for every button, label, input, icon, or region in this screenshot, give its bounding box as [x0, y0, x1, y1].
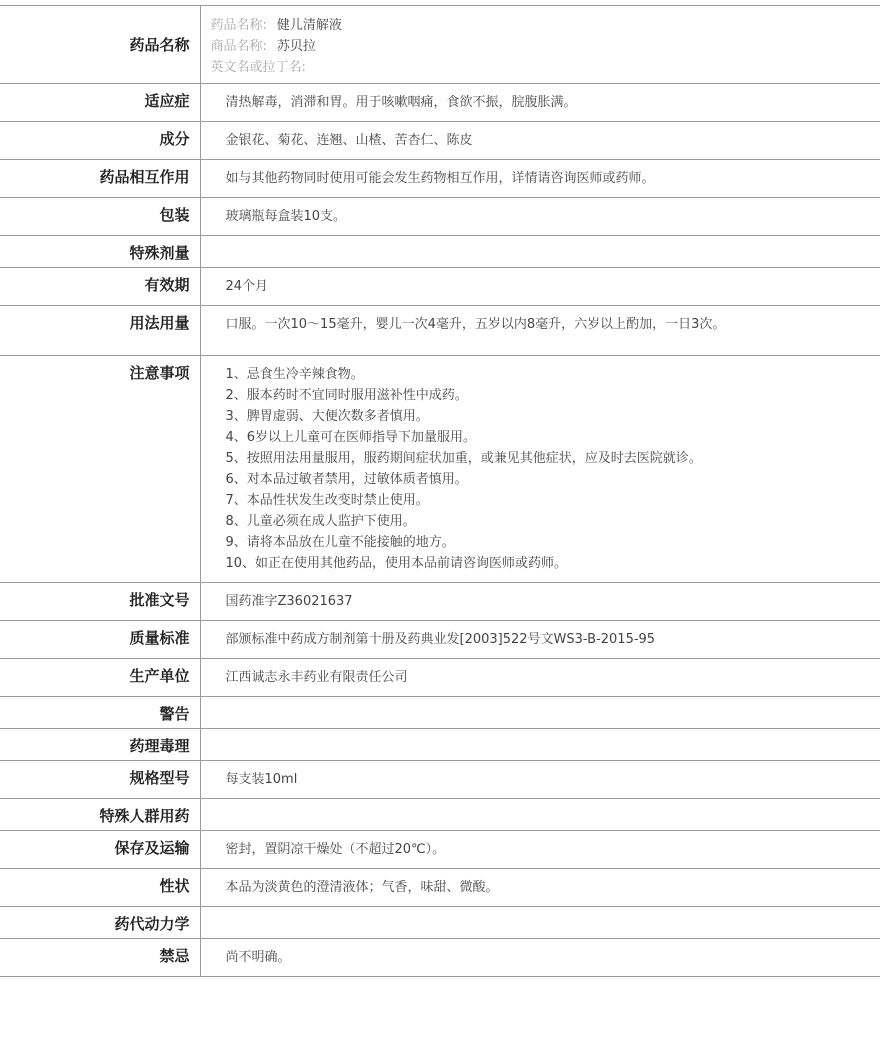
value-usage-cell [200, 306, 880, 356]
list-item: 3、脾胃虚弱、大便次数多者慎用。 [225, 409, 429, 424]
list-item: 5、按照用法用量服用，服药期间症状加重，或兼见其他症状，应及时去医院就诊。 [225, 451, 702, 466]
label-special-population: 特殊人群用药 [0, 799, 200, 831]
value-appearance: 本品为淡黄色的澄清液体；气香，味甜、微酸。 [200, 869, 880, 907]
drug-spec-table [0, 5, 880, 977]
value-standard: 部颁标准中药成方制剂第十册及药典业发[2003]522号文WS3-B-2015-95 [200, 621, 880, 659]
row-notes [0, 356, 880, 583]
english-name-key: 英文名或拉丁名: [210, 60, 306, 75]
row-validity [0, 268, 880, 306]
list-item: 9、请将本品放在儿童不能接触的地方。 [225, 535, 455, 550]
value-ingredients: 金银花、菊花、连翘、山楂、苦杏仁、陈皮 [200, 122, 880, 160]
row-indication [0, 84, 880, 122]
value-special-population [200, 799, 880, 831]
list-item: 2、服本药时不宜同时服用滋补性中成药。 [225, 388, 468, 403]
label-storage: 保存及运输 [0, 831, 200, 869]
trade-name-key: 商品名称: [210, 39, 267, 54]
value-manufacturer: 江西诚志永丰药业有限责任公司 [200, 659, 880, 697]
value-approval: 国药准字Z36021637 [200, 583, 880, 621]
generic-name-key: 药品名称: [210, 18, 267, 33]
row-drug-name [0, 6, 880, 84]
generic-name-line [211, 15, 880, 36]
label-standard: 质量标准 [0, 621, 200, 659]
row-package [0, 198, 880, 236]
value-usage: 口服。一次10～15毫升，婴儿一次4毫升，五岁以内8毫升，六岁以上酌加，一日3次。 [225, 317, 726, 332]
label-special-dose: 特殊剂量 [0, 236, 200, 268]
row-interaction [0, 160, 880, 198]
value-contraindication: 尚不明确。 [200, 939, 880, 977]
row-ingredients [0, 122, 880, 160]
list-item: 1、忌食生冷辛辣食物。 [225, 367, 364, 382]
list-item: 7、本品性状发生改变时禁止使用。 [225, 493, 429, 508]
value-special-dose [200, 236, 880, 268]
value-storage: 密封，置阴凉干燥处（不超过20℃）。 [200, 831, 880, 869]
label-appearance: 性状 [0, 869, 200, 907]
label-pharmacokinetics: 药代动力学 [0, 907, 200, 939]
row-storage [0, 831, 880, 869]
list-item: 8、儿童必须在成人监护下使用。 [225, 514, 416, 529]
value-spec: 每支装10ml [200, 761, 880, 799]
label-notes: 注意事项 [0, 356, 200, 583]
label-validity: 有效期 [0, 268, 200, 306]
value-interaction: 如与其他药物同时使用可能会发生药物相互作用，详情请咨询医师或药师。 [200, 160, 880, 198]
value-validity: 24个月 [200, 268, 880, 306]
english-name-line [211, 57, 880, 78]
value-warning [200, 697, 880, 729]
label-interaction: 药品相互作用 [0, 160, 200, 198]
value-pharmacokinetics [200, 907, 880, 939]
row-approval [0, 583, 880, 621]
label-manufacturer: 生产单位 [0, 659, 200, 697]
row-manufacturer [0, 659, 880, 697]
label-ingredients: 成分 [0, 122, 200, 160]
list-item: 6、对本品过敏者禁用，过敏体质者慎用。 [225, 472, 468, 487]
trade-name-line [211, 36, 880, 57]
label-warning: 警告 [0, 697, 200, 729]
label-indication: 适应症 [0, 84, 200, 122]
value-pharmacology [200, 729, 880, 761]
label-usage: 用法用量 [0, 306, 200, 356]
value-notes-cell [200, 356, 880, 583]
row-pharmacokinetics [0, 907, 880, 939]
row-warning [0, 697, 880, 729]
row-appearance [0, 869, 880, 907]
value-indication: 清热解毒，消滞和胃。用于咳嗽咽痛，食欲不振，脘腹胀满。 [200, 84, 880, 122]
notes-list [226, 364, 880, 574]
label-approval: 批准文号 [0, 583, 200, 621]
label-package: 包装 [0, 198, 200, 236]
label-drug-name: 药品名称 [0, 6, 200, 84]
generic-name-value: 健儿清解液 [276, 18, 342, 33]
row-usage [0, 306, 880, 356]
drug-names-cell [200, 6, 880, 84]
row-spec [0, 761, 880, 799]
list-item: 4、6岁以上儿童可在医师指导下加量服用。 [225, 430, 477, 445]
value-package: 玻璃瓶每盒装10支。 [200, 198, 880, 236]
row-standard [0, 621, 880, 659]
label-pharmacology: 药理毒理 [0, 729, 200, 761]
list-item: 10、如正在使用其他药品，使用本品前请咨询医师或药师。 [225, 556, 568, 571]
row-special-population [0, 799, 880, 831]
label-contraindication: 禁忌 [0, 939, 200, 977]
row-special-dose [0, 236, 880, 268]
label-spec: 规格型号 [0, 761, 200, 799]
row-pharmacology [0, 729, 880, 761]
row-contraindication [0, 939, 880, 977]
trade-name-value: 苏贝拉 [276, 39, 316, 54]
